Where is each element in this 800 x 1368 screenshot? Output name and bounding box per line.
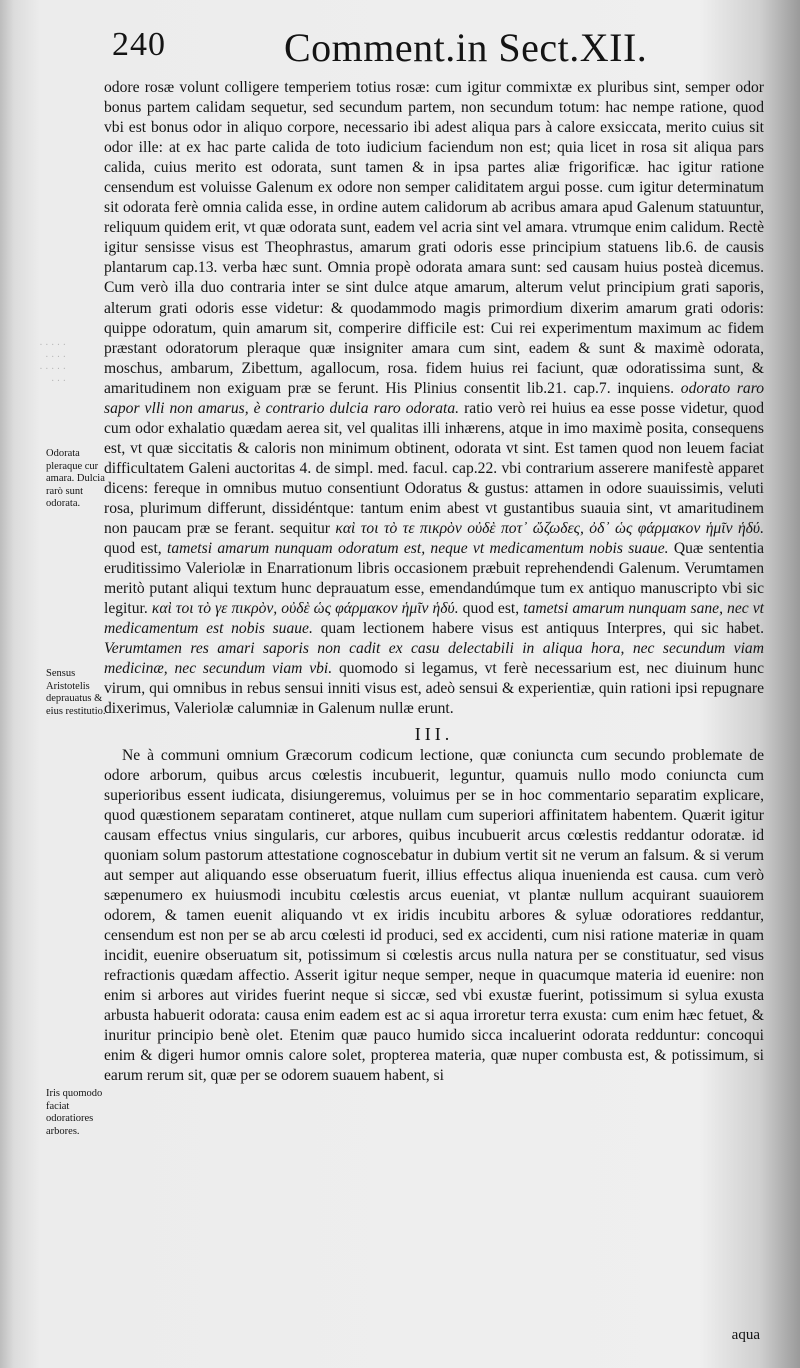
page-number: 240	[112, 26, 166, 63]
greek-quote: καὶ τοι τὸ γε πικρὸν, οὐδὲ ὡς φάρμακον ἡμῖν ἡδύ.	[151, 600, 459, 618]
italic-quote: tametsi amarum nunquam sane, nec vt medicamentum est nobis suaue.	[104, 600, 765, 638]
section-heading: III.	[414, 723, 454, 744]
text-run: quod est,	[104, 540, 162, 558]
text-run: odore rosæ volunt colligere temperiem totius rosæ: cum igitur commixtæ ex pluribus sint, semper odor bonus partem calidam sequetur, sed secundum partem, non secundum totum: hac nempe ratione, quod vbi est bonus odor in aliquo corpore, necessario ibi adest aliqua pars à calore exsiccata, merito cuius sit odor ille: at ex hac parte calida de toto iudicium faciendum non est; quia licet in rosa sit aliqua pars calida, cuius merito est odorata, sunt tamen & in ipsa partes aliæ frigorificæ. hac igitur ratione censendum est voluisse Galenum ex odore non semper caliditatem argui posse. cum igitur determinatum sit odorata ferè omnia calida esse, in ordine autem calidorum ab acribus amara apud Galenum statuuntur, reliquum quidem erit, vt quæ odorata sunt, eadem vel acria sint vel amara. vtrumque enim calidum. Rectè igitur sensisse visus est Theophrastus, amarum grati odoris esse principium statuens lib.6. de causis plantarum cap.13. verba hæc sunt. Omnia propè odorata amara sunt: sed causam huius posteà dicemus. Cum verò illa duo contraria inter se sint dulce atque amarum, alterum velut principium grati saporis, alterum grati odoris esse videtur: & quodammodo magis primordium dixerim amarum grati odoris: quippe odoratum, quin amarum sit, comperire difficile est: Cui rei experimentum maximum ac fidem præstant odoratorum pleraque quæ insigniter amara cum sint, eadem & sunt & maximè odorata, moschus, ambarum, Zibettum, agallocum, rosa. fidem huius rei faciunt, quæ odoratissima sunt, & amaritudinem non exiguam præ se ferunt. His Plinius consentit lib.21. cap.7. inquiens.	[104, 79, 764, 397]
text-run: quomodo si legamus, vt ferè necessarium est, nec diuinum hunc virum, qui omnibus in rebus sensui inniti visus est, adeò sensui & experientiæ, quin rationi ipsi repugnare dixerimus, Valeriolæ calumniæ in Galenum nullæ erunt.	[104, 660, 764, 718]
catchword: aqua	[731, 1327, 760, 1343]
margin-note-3: Iris quomodo faciat odoratiores arbores.	[46, 1088, 103, 1137]
italic-quote: Verumtamen res amari saporis non cadit ex casu delectabili in aliqua hora, nec secundum viam medicinæ, nec secundum viam vbi.	[104, 640, 764, 678]
page-header	[112, 24, 770, 74]
paragraph-2: Ne à communi omnium Græcorum codicum lectione, quæ coniuncta cum secundo problemate de odore arborum, quibus arcus cœlestis incubuerit, leguntur, quamuis nullo modo coniuncta cum superioribus essent iudicata, disiungeremus, voluimus per se in hoc commentario separatim explicare, quod quæstionem separatam contineret, atque nullam cum superiori affinitatem habentem. Quærit igitur causam effectus vnius singularis, cur arbores, quibus incubuerit arcus cœlestis reddantur odoratæ. id quoniam solum pastorum attestatione cognoscebatur in dubium vertit sit ne verum an falsum. & si verum aut semper aut aliquando esse obseruatum fuerit, illius effectus aliqua inuenienda est causa. cum verò sæpenumero ex huiusmodi incubitu cœlestis arcus eueniat, vt plantæ nullum acquirant suauiorem odorem, & tamen euenit aliquando vt ex iridis incubitu arbores & syluæ odoratiores reddantur, censendum est non per se ab arcu cœlesti id produci, sed ex accidenti, cum nisi ratione materiæ in quam incidit, euenire obseruatum sit, potissimum si cœlestis arcus nulla natura per se constituatur, sed visus refractionis quædam affectio. Asserit igitur neque semper, neque in quacumque materia id euenire: non enim si arbores aut virides fuerint neque si siccæ, sed vbi exustæ fuerint, potissimum si sylua exusta arbusta habuerit odorata: causa enim eadem est ac si aqua irroretur terra exusta: cum enim hæc fetuet, & inuritur principio benè olet. Etenim quæ pauco humido sicca incaluerint odorata redduntur: concoqui enim & digeri humor omnis calore solet, propterea materia, quæ nuper combusta est, & potissimum, si earum rerum sit, quæ per se odorem suauem habent, si	[104, 746, 764, 1085]
text-run: Quæ sententia eruditissimo Valeriolæ in Enarrationum libris occasionem præbuit reprehendendi Galenum. Verumtamen meritò putant aliqui textum hunc deprauatum esse, emendandúmque tum ex antiquo manuscripto vbi sic legitur.	[104, 540, 765, 618]
italic-quote: tametsi amarum nunquam odoratum est, neque vt medicamentum nobis suaue.	[167, 540, 669, 558]
main-text	[104, 78, 764, 1086]
margin-note-2: Sensus Aristotelis deprauatus & eius restitutio.	[46, 668, 106, 717]
margin-note-1: Odorata pleraque cur amara. Dulcia rarò sunt odorata.	[46, 448, 105, 509]
text-run: quam lectionem habere visus est antiquus Interpres, qui sic habet.	[320, 620, 764, 638]
paragraph-1	[104, 78, 764, 720]
show-through-text: · · · · · · · · · · · · · · · · ·	[39, 340, 66, 387]
italic-quote: odorato raro sapor vlli non amarus, è contrario dulcia raro odorata.	[104, 379, 765, 417]
greek-quote: καὶ τοι τὸ τε πικρὸν οὐδὲ ποτ᾽ ὤζωδες, ὀδ᾽ ὡς φάρμακον ἡμῖν ἡδύ.	[335, 520, 764, 538]
text-run: quod est,	[462, 600, 520, 618]
running-head: Comment.in Sect.XII.	[284, 25, 648, 70]
text-run: ratio verò rei huius ea esse posse videtur, quod cum odor exhalatio quædam aerea sit, vel qualitas illi inhærens, atque in imo maximè posita, consequens est, vt quæ siccitatis & caloris non minimum obtinent, odorata vt sint. Est tamen quod non leuem faciat difficultatem Galeni auctoritas 4. de simpl. med. facul. cap.22. vbi contrarium asserere manifestè apparet dicens: fereque in omnibus mutuo consentiunt Odoratus & gustus: attamen in odore suauissimis, veluti rosa, plurimum differunt, dissidéntque: tantum enim abest vt gustantibus suauia sint, vt amaritudinem non paucam præ se ferant. sequitur	[104, 399, 764, 538]
